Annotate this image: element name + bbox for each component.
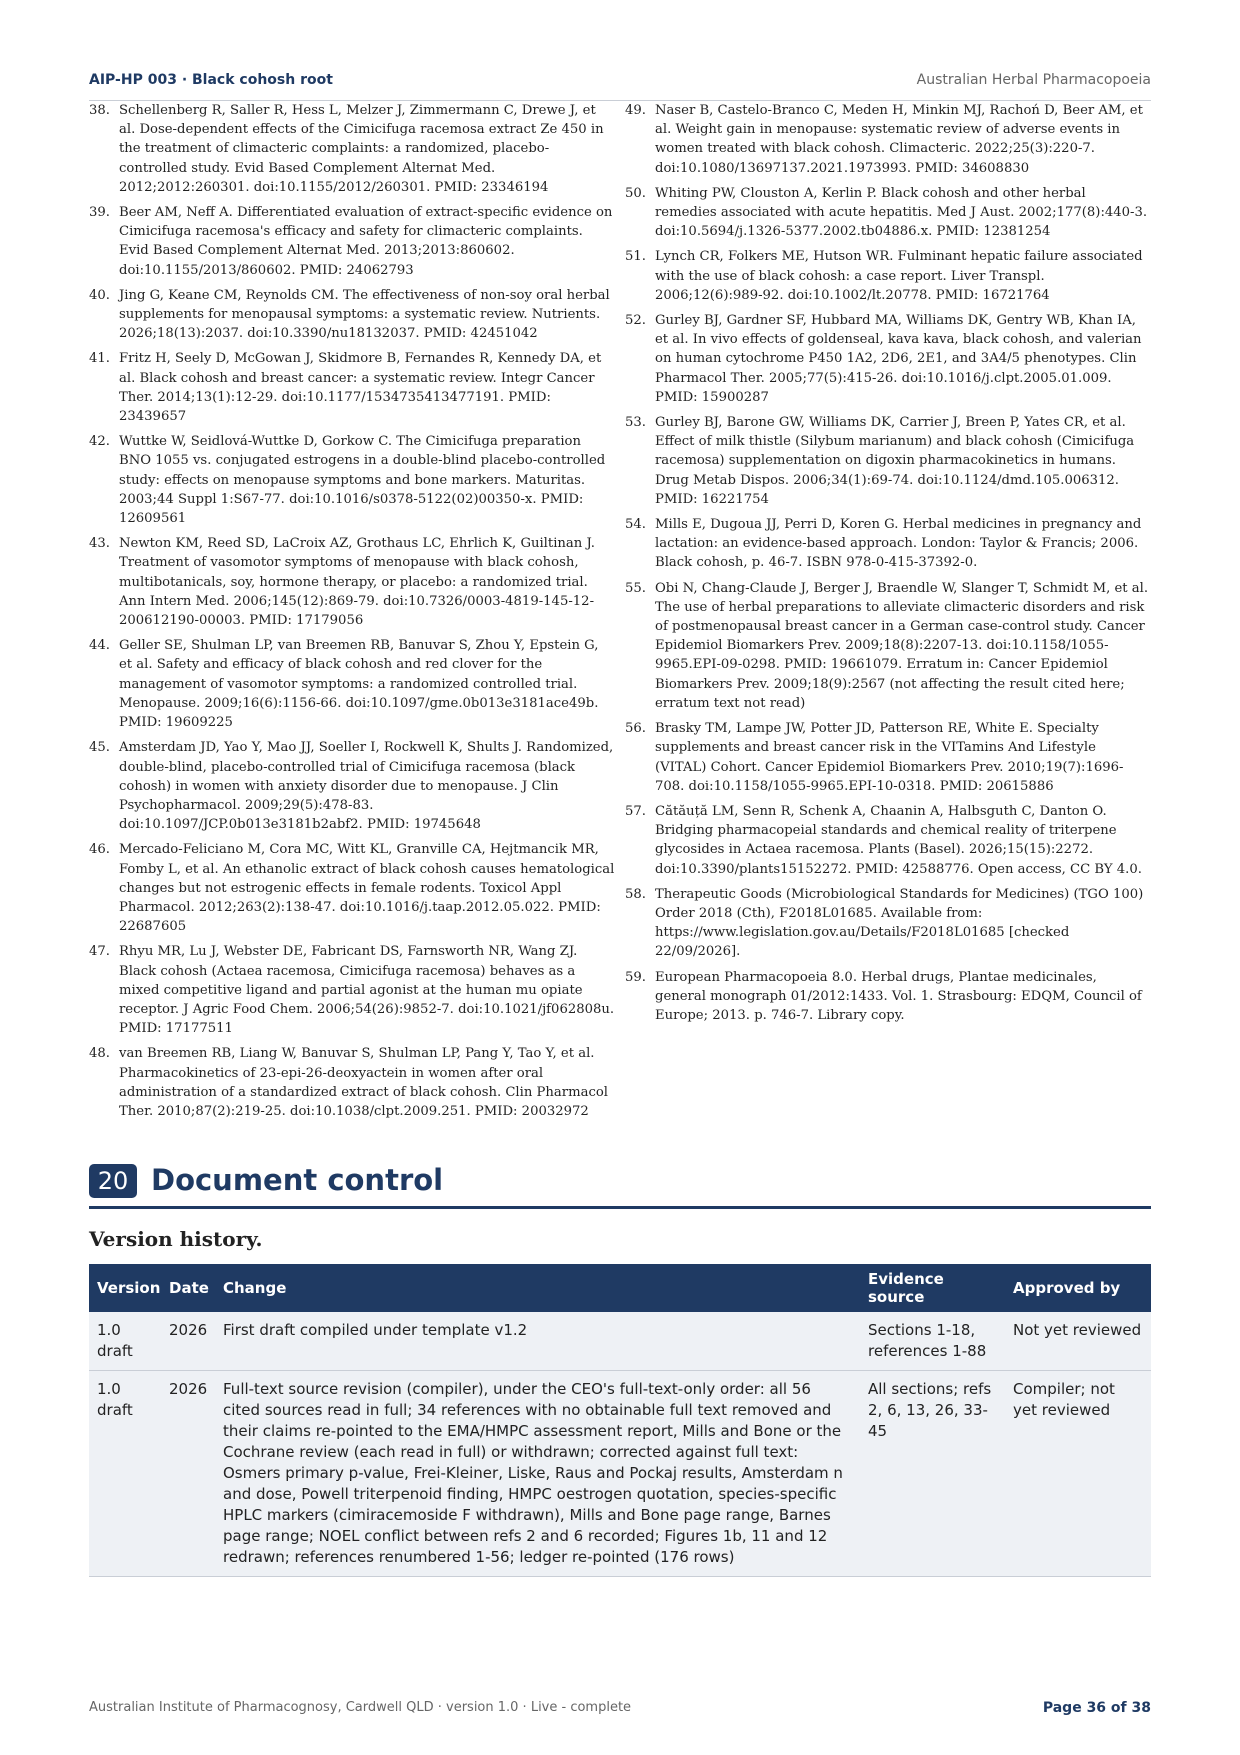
reference-item [625, 885, 1151, 962]
reference-text: Mills E, Dugoua JJ, Perri D, Koren G. Herbal medicines in pregnancy and lactation: an evidence-based approach. London: Taylor & Francis; 2006. Black cohosh, p. 46-7. ISBN 978-0-415-37392-0. [655, 517, 1142, 571]
column-header-evidence-source: Evidence source [860, 1264, 1005, 1312]
reference-number: 52. [625, 313, 646, 329]
reference-item [89, 1044, 615, 1121]
reference-item [625, 311, 1151, 407]
reference-number: 40. [89, 287, 110, 303]
reference-text: European Pharmacopoeia 8.0. Herbal drugs, Plantae medicinales, general monograph 01/2012:1433. Vol. 1. Strasbourg: EDQM, Council of Europe; 2013. p. 746-7. Library copy. [655, 969, 1142, 1023]
page-number: Page 36 of 38 [1042, 1700, 1151, 1716]
reference-number: 47. [89, 944, 110, 960]
reference-text: Naser B, Castelo-Branco C, Meden H, Minkin MJ, Rachoń D, Beer AM, et al. Weight gain in menopause: systematic review of adverse events in women treated with black cohosh. Climacteric. 2022;25(3):220-7. doi:10.1080/13697137.2021.1973993. PMID: 34608830 [655, 103, 1143, 176]
reference-number: 53. [625, 415, 646, 431]
reference-item [89, 738, 615, 834]
reference-number: 56. [625, 721, 646, 737]
reference-item [625, 247, 1151, 305]
reference-item [625, 802, 1151, 879]
reference-text: Fritz H, Seely D, McGowan J, Skidmore B, Fernandes R, Kennedy DA, et al. Black cohosh and breast cancer: a systematic review. Integr Cancer Ther. 2014;13(1):12-29. doi:10.1177/1534735413477191. PMID: 23439657 [119, 351, 602, 425]
reference-text: Obi N, Chang-Claude J, Berger J, Braendle W, Slanger T, Schmidt M, et al. The use of herbal preparations to alleviate climacteric disorders and risk of postmenopausal breast cancer in a German case-control study. Cancer Epidemiol Biomarkers Prev. 2009;18(8):2207-13. doi:10.1158/1055-9965.EPI-09-0298. PMID: 19661079. Erratum in: Cancer Epidemiol Biomarkers Prev. 2009;18(9):2567 (not affecting the result cited here; erratum text not read) [655, 580, 1149, 711]
reference-item [89, 840, 615, 936]
reference-list [89, 101, 1151, 1131]
reference-number: 43. [89, 536, 110, 552]
reference-number: 50. [625, 185, 646, 201]
reference-item [89, 101, 615, 197]
reference-number: 59. [625, 969, 646, 985]
version-history-table [89, 1264, 1151, 1577]
cell-approved-by: Not yet reviewed [1013, 1321, 1142, 1339]
column-header-version: Version [89, 1264, 161, 1312]
column-header-date: Date [161, 1264, 215, 1312]
reference-number: 48. [89, 1046, 110, 1062]
reference-text: Wuttke W, Seidlová-Wuttke D, Gorkow C. The Cimicifuga preparation BNO 1055 vs. conjugated estrogens in a double-blind placebo-controlled study: effects on menopause symptoms and bone markers. Maturitas. 2003;44 Suppl 1:S67-77. doi:10.1016/s0378-5122(02)00350-x. PMID: 12609561 [119, 434, 606, 527]
reference-text: Newton KM, Reed SD, LaCroix AZ, Grothaus LC, Ehrlich K, Guiltinan J. Treatment of vasomotor symptoms of menopause with black cohosh, multibotanicals, soy, hormone therapy, or placebo: a randomized trial. Ann Intern Med. 2006;145(12):869-79. doi:10.7326/0003-4819-145-12-200612190-00003. PMID: 17179056 [119, 536, 595, 629]
reference-item [625, 515, 1151, 573]
table-row [89, 1371, 1151, 1577]
reference-text: Beer AM, Neff A. Differentiated evaluation of extract-specific evidence on Cimicifuga racemosa's efficacy and safety for climacteric complaints. Evid Based Complement Alternat Med. 2013;2013:860602. doi:10.1155/2013/860602. PMID: 24062793 [119, 205, 613, 278]
reference-number: 46. [89, 842, 110, 858]
reference-text: Rhyu MR, Lu J, Webster DE, Fabricant DS, Farnsworth NR, Wang ZJ. Black cohosh (Actaea racemosa, Cimicifuga racemosa) behaves as a mixed competitive ligand and partial agonist at the human mu opiate receptor. J Agric Food Chem. 2006;54(26):9852-7. doi:10.1021/jf062808u. PMID: 17177511 [119, 944, 615, 1037]
reference-item [625, 413, 1151, 509]
section-title: Document control [151, 1163, 444, 1197]
reference-item [89, 942, 615, 1038]
reference-item [89, 534, 615, 630]
cell-version: 1.0 draft [97, 1380, 133, 1419]
reference-text: Jing G, Keane CM, Reynolds CM. The effectiveness of non-soy oral herbal supplements for menopausal symptoms: a systematic review. Nutrients. 2026;18(13):2037. doi:10.3390/nu18132037. PMID: 42451042 [119, 287, 610, 342]
reference-item [89, 349, 615, 426]
table-row [89, 1312, 1151, 1371]
reference-number: 44. [89, 638, 110, 654]
cell-change: First draft compiled under template v1.2 [223, 1321, 528, 1339]
table-header-row [89, 1264, 1151, 1312]
section-number-badge: 20 [89, 1164, 137, 1198]
cell-version: 1.0 draft [97, 1321, 133, 1360]
reference-item [89, 286, 615, 344]
reference-list-left [89, 101, 615, 1121]
reference-text: Schellenberg R, Saller R, Hess L, Melzer J, Zimmermann C, Drewe J, et al. Dose-dependent effects of the Cimicifuga racemosa extract Ze 450 in the treatment of climacteric complaints: a randomized, placebo-controlled study. Evid Based Complement Alternat Med. 2012;2012:260301. doi:10.1155/2012/260301. PMID: 23346194 [119, 103, 604, 195]
reference-text: Gurley BJ, Barone GW, Williams DK, Carrier J, Breen P, Yates CR, et al. Effect of milk thistle (Silybum marianum) and black cohosh (Cimicifuga racemosa) supplementation on digoxin pharmacokinetics in humans. Drug Metab Dispos. 2006;34(1):69-74. doi:10.1124/dmd.105.006312. PMID: 16221754 [655, 415, 1135, 507]
reference-number: 41. [89, 351, 110, 367]
reference-item [625, 579, 1151, 713]
reference-text: Therapeutic Goods (Microbiological Standards for Medicines) (TGO 100) Order 2018 (Cth), F2018L01685. Available from: https://www.legislation.gov.au/Details/F2018L01685 [checked 22/09/2026]. [655, 886, 1144, 960]
reference-number: 42. [89, 434, 110, 450]
header-document-id: AIP-HP 003 · Black cohosh root [89, 72, 333, 88]
reference-number: 38. [89, 103, 110, 118]
reference-text: Cătăuță LM, Senn R, Schenk A, Chaanin A, Halbsguth C, Danton O. Bridging pharmacopeial standards and chemical reality of triterpene glycosides in Actaea racemosa. Plants (Basel). 2026;15(15):2272. doi:10.3390/plants15152272. PMID: 42588776. Open access, CC BY 4.0. [655, 803, 1142, 877]
reference-number: 55. [625, 580, 646, 596]
page-header [89, 66, 1151, 101]
header-publication-name: Australian Herbal Pharmacopoeia [916, 72, 1151, 88]
reference-text: Mercado-Feliciano M, Cora MC, Witt KL, Granville CA, Hejtmancik MR, Fomby L, et al. An ethanolic extract of black cohosh causes hematological changes but not estrogenic effects in female rodents. Toxicol Appl Pharmacol. 2012;263(2):138-47. doi:10.1016/j.taap.2012.05.022. PMID: 22687605 [119, 842, 615, 935]
reference-item [625, 719, 1151, 796]
reference-text: Gurley BJ, Gardner SF, Hubbard MA, Williams DK, Gentry WB, Khan IA, et al. In vivo effects of goldenseal, kava kava, black cohosh, and valerian on human cytochrome P450 1A2, 2D6, 2E1, and 3A4/5 phenotypes. Clin Pharmacol Ther. 2005;77(5):415-26. doi:10.1016/j.clpt.2005.01.009. PMID: 15900287 [655, 313, 1142, 405]
reference-item [625, 968, 1151, 1026]
reference-number: 57. [625, 803, 646, 819]
reference-text: Geller SE, Shulman LP, van Breemen RB, Banuvar S, Zhou Y, Epstein G, et al. Safety and efficacy of black cohosh and red clover for the management of vasomotor symptoms: a randomized controlled trial. Menopause. 2009;16(6):1156-66. doi:10.1097/gme.0b013e3181ace49b. PMID: 19609225 [119, 638, 599, 731]
reference-number: 49. [625, 103, 646, 118]
reference-item [89, 432, 615, 528]
reference-item [625, 184, 1151, 242]
reference-number: 39. [89, 205, 110, 221]
reference-column-left [89, 101, 615, 1127]
reference-text: Lynch CR, Folkers ME, Hutson WR. Fulminant hepatic failure associated with the use of black cohosh: a case report. Liver Transpl. 2006;12(6):989-92. doi:10.1002/lt.20778. PMID: 16721764 [655, 249, 1143, 303]
reference-text: Brasky TM, Lampe JW, Potter JD, Patterson RE, White E. Specialty supplements and breast cancer risk in the VITamins And Lifestyle (VITAL) Cohort. Cancer Epidemiol Biomarkers Prev. 2010;19(7):1696-708. doi:10.1158/1055-9965.EPI-10-0318. PMID: 20615886 [655, 721, 1124, 794]
reference-column-right [625, 101, 1151, 1031]
footer-organisation: Australian Institute of Pharmacognosy, Cardwell QLD · version 1.0 · Live - complete [89, 1700, 632, 1715]
version-history-title: Version history. [89, 1227, 263, 1251]
column-header-approved-by: Approved by [1005, 1264, 1151, 1312]
reference-number: 51. [625, 249, 646, 265]
reference-item [89, 636, 615, 732]
reference-number: 54. [625, 517, 646, 533]
cell-evidence-source: Sections 1-18, references 1-88 [868, 1321, 987, 1360]
section-heading [89, 1160, 1151, 1209]
reference-text: Amsterdam JD, Yao Y, Mao JJ, Soeller I, Rockwell K, Shults J. Randomized, double-blind, placebo-controlled trial of Cimicifuga racemosa (black cohosh) in women with anxiety disorder due to menopause. J Clin Psychopharmacol. 2009;29(5):478-83. doi:10.1097/JCP.0b013e3181b2abf2. PMID: 19745648 [119, 740, 614, 833]
column-header-change: Change [215, 1264, 860, 1312]
cell-evidence-source: All sections; refs 2, 6, 13, 26, 33-45 [868, 1380, 992, 1440]
reference-text: van Breemen RB, Liang W, Banuvar S, Shulman LP, Pang Y, Tao Y, et al. Pharmacokinetics of 23-epi-26-deoxyactein in women after oral administration of a standardized extract of black cohosh. Clin Pharmacol Ther. 2010;87(2):219-25. doi:10.1038/clpt.2009.251. PMID: 20032972 [119, 1046, 608, 1119]
reference-number: 58. [625, 886, 646, 902]
cell-date: 2026 [169, 1321, 208, 1339]
reference-item [89, 203, 615, 280]
reference-list-right [625, 101, 1151, 1025]
cell-approved-by: Compiler; not yet reviewed [1013, 1380, 1115, 1419]
reference-number: 45. [89, 740, 110, 756]
reference-text: Whiting PW, Clouston A, Kerlin P. Black cohosh and other herbal remedies associated with acute hepatitis. Med J Aust. 2002;177(8):440-3. doi:10.5694/j.1326-5377.2002.tb04886.x. PMID: 12381254 [655, 185, 1148, 240]
cell-change: Full-text source revision (compiler), under the CEO's full-text-only order: all 56 cited sources read in full; 34 references with no obtainable full text removed and their claims re-pointed to the EMA/HMPC assessment report, Mills and Bone or the Cochrane review (each read in full) or withdrawn; corrected against full text: Osmers primary p-value, Frei-Kleiner, Liske, Raus and Pockaj results, Amsterdam n and dose, Powell triterpenoid finding, HMPC oestrogen quotation, species-specific HPLC markers (cimiracemoside F withdrawn), Mills and Bone page range, Barnes page range; NOEL conflict between refs 2 and 6 recorded; Figures 1b, 11 and 12 redrawn; references renumbered 1-56; ledger re-pointed (176 rows) [223, 1380, 843, 1566]
cell-date: 2026 [169, 1380, 208, 1398]
reference-item [625, 101, 1151, 178]
